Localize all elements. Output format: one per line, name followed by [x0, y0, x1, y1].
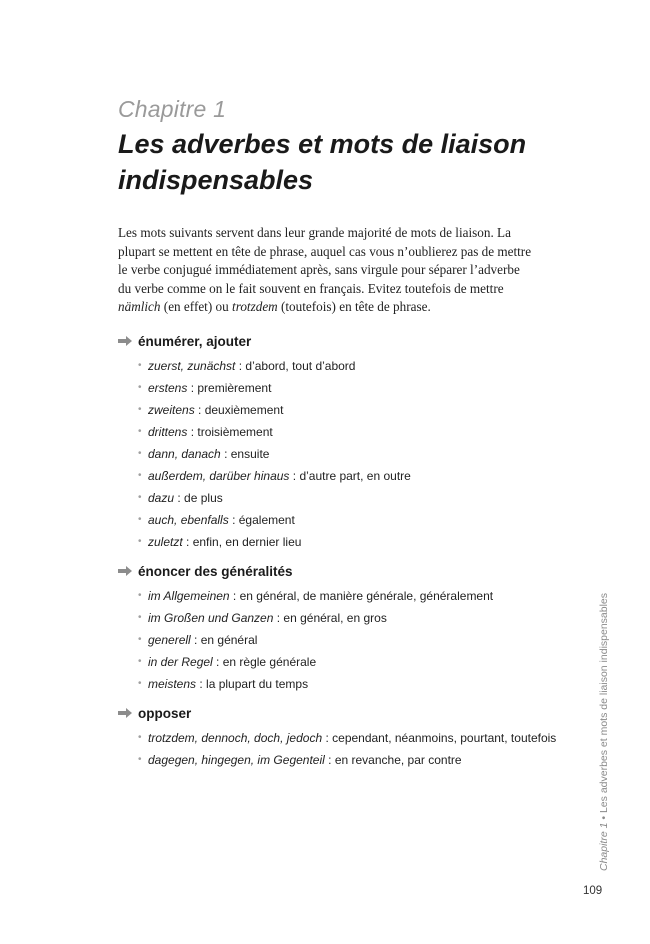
french-translation: en général, de manière générale, généralement [239, 589, 494, 603]
list-item [118, 673, 558, 695]
french-translation: premièrement [197, 381, 272, 395]
french-translation: enfin, en dernier lieu [192, 535, 302, 549]
list-item [118, 509, 558, 531]
section-enumerer [118, 331, 558, 553]
separator: : [174, 491, 185, 505]
bullet-icon: • [138, 656, 142, 667]
french-translation: cependant, néanmoins, pourtant, toutefois [332, 731, 557, 745]
french-translation: ensuite [230, 447, 270, 461]
section-title: énoncer des généralités [138, 563, 293, 579]
bullet-icon: • [138, 732, 142, 743]
bullet-icon: • [138, 492, 142, 503]
separator: : [273, 611, 284, 625]
bullet-icon: • [138, 678, 142, 689]
running-head-title: Les adverbes et mots de liaison indispensables [598, 592, 610, 814]
chapter-title: Les adverbes et mots de liaison indispensables [118, 129, 527, 195]
separator: : [322, 731, 333, 745]
separator: : [235, 359, 246, 373]
section-title: opposer [138, 705, 192, 721]
list-item [118, 443, 558, 465]
bullet-icon: • [138, 470, 142, 481]
section-heading [118, 703, 558, 723]
list-item [118, 355, 558, 377]
separator: : [324, 753, 335, 767]
term-list [118, 585, 558, 695]
arrow-right-icon [118, 708, 132, 718]
list-item [118, 585, 558, 607]
french-translation: également [238, 513, 295, 527]
page-number: 109 [583, 885, 603, 897]
list-item [118, 749, 558, 771]
bullet-icon: • [138, 382, 142, 393]
bullet-icon: • [138, 590, 142, 601]
bullet-icon: • [138, 404, 142, 415]
bullet-icon: • [138, 536, 142, 547]
separator: : [187, 425, 198, 439]
section-opposer [118, 703, 558, 771]
separator: : [212, 655, 223, 669]
running-head-chapter: Chapitre 1 [598, 822, 610, 871]
german-term: drittens [148, 425, 188, 439]
bullet-icon: • [138, 360, 142, 371]
running-head [598, 592, 612, 871]
intro-text-1: Les mots suivants servent dans leur grande majorité de mots de liaison. La plupart se mettent en tête de phrase, auquel cas vous n’oublierez pas de mettre le verbe conjugué immédiatement après, sans virgule pour séparer l’adverbe du verbe comme on le fait souvent en français. Evitez toutefois de mettre [118, 225, 532, 296]
arrow-right-icon [118, 336, 132, 346]
german-term: dazu [148, 491, 175, 505]
list-item [118, 651, 558, 673]
german-term: auch, ebenfalls [148, 513, 229, 527]
german-term: trotzdem, dennoch, doch, jedoch [148, 731, 323, 745]
french-translation: deuxièmement [204, 403, 284, 417]
german-term: außerdem, darüber hinaus [148, 469, 290, 483]
section-title: énumérer, ajouter [138, 333, 252, 349]
french-translation: troisièmement [197, 425, 273, 439]
german-term: zweitens [148, 403, 195, 417]
list-item [118, 487, 558, 509]
german-term: im Großen und Ganzen [148, 611, 274, 625]
bullet-icon: • [138, 634, 142, 645]
separator: : [229, 589, 240, 603]
chapter-label: Chapitre 1 [118, 96, 227, 122]
french-translation: en règle générale [222, 655, 317, 669]
section-heading [118, 561, 558, 581]
bullet-icon: • [138, 612, 142, 623]
german-term: dann, danach [148, 447, 221, 461]
separator: : [182, 535, 193, 549]
bullet-icon: • [138, 514, 142, 525]
separator: : [190, 633, 201, 647]
bullet-icon: • [138, 426, 142, 437]
list-item [118, 421, 558, 443]
german-term: im Allgemeinen [148, 589, 230, 603]
term-list [118, 727, 558, 771]
intro-term-1: nämlich [118, 299, 161, 315]
arrow-right-icon [118, 566, 132, 576]
bullet-icon: • [138, 448, 142, 459]
french-translation: d’abord, tout d’abord [245, 359, 356, 373]
german-term: erstens [148, 381, 188, 395]
french-translation: en revanche, par contre [334, 753, 462, 767]
list-item [118, 531, 558, 553]
intro-text-3: (toutefois) en tête de phrase. [277, 299, 431, 315]
french-translation: en général [200, 633, 258, 647]
section-generalites [118, 561, 558, 695]
separator: : [220, 447, 231, 461]
french-translation: de plus [184, 491, 223, 505]
german-term: zuerst, zunächst [148, 359, 236, 373]
french-translation: en général, en gros [283, 611, 387, 625]
section-heading [118, 331, 558, 351]
running-head-separator: • [598, 813, 610, 823]
separator: : [194, 403, 205, 417]
list-item [118, 629, 558, 651]
list-item [118, 607, 558, 629]
list-item [118, 377, 558, 399]
german-term: in der Regel [148, 655, 213, 669]
list-item [118, 465, 558, 487]
german-term: dagegen, hingegen, im Gegenteil [148, 753, 325, 767]
separator: : [187, 381, 198, 395]
term-list [118, 355, 558, 553]
intro-text-2: (en effet) ou [160, 299, 233, 315]
french-translation: la plupart du temps [206, 677, 309, 691]
bullet-icon: • [138, 754, 142, 765]
separator: : [228, 513, 239, 527]
german-term: zuletzt [148, 535, 183, 549]
intro-term-2: trotzdem [232, 299, 278, 315]
french-translation: d’autre part, en outre [299, 469, 411, 483]
separator: : [289, 469, 300, 483]
separator: : [196, 677, 207, 691]
list-item [118, 399, 558, 421]
german-term: meistens [148, 677, 197, 691]
german-term: generell [148, 633, 191, 647]
intro-paragraph [118, 224, 536, 317]
list-item [118, 727, 558, 749]
